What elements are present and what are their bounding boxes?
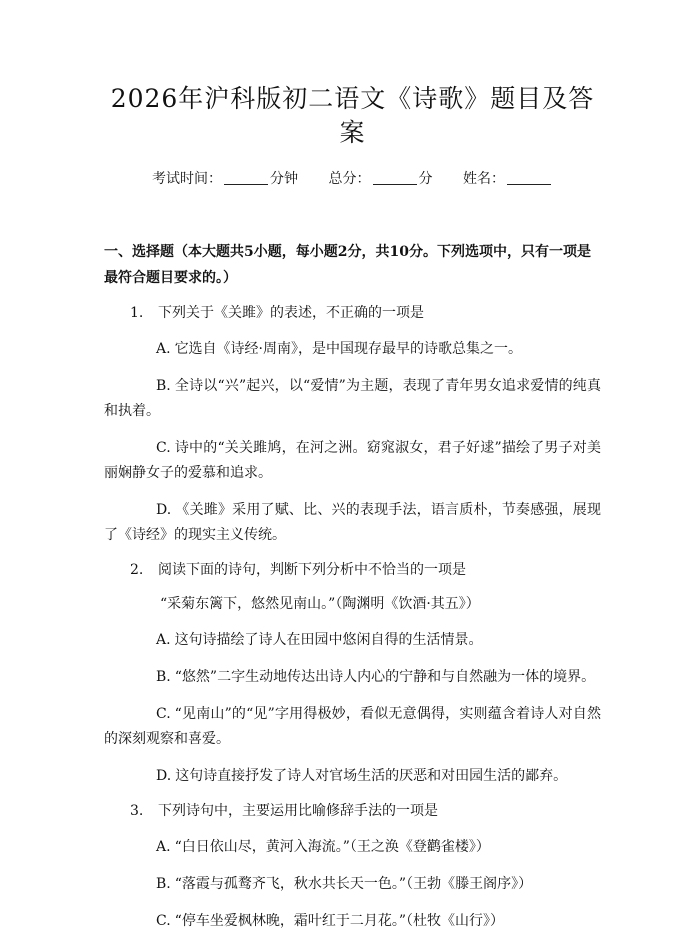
time-unit: 分钟 [270, 171, 299, 187]
option-text: 这句诗描绘了诗人在田园中悠闲自得的生活情景。 [174, 632, 483, 648]
option-text: “停车坐爱枫林晚，霜叶红于二月花。”（杜牧《山行》） [174, 913, 504, 929]
option-text: 诗中的“关关雎鸠，在河之洲。窈窕淑女，君子好逑”描绘了男子对美丽娴静女子的爱慕和追求。 [104, 440, 601, 481]
option-text: “悠然”二字生动地传达出诗人内心的宁静和与自然融为一体的境界。 [174, 669, 596, 685]
option-text: “白日依山尽，黄河入海流。”（王之涣《登鹳雀楼》） [174, 839, 490, 855]
name-blank [507, 170, 551, 185]
option-text: “见南山”的“见”字用得极妙，看似无意偶得，实则蕴含着诗人对自然的深刻观察和喜爱。 [104, 706, 601, 747]
option-letter: D. [156, 502, 172, 518]
question-2 [104, 558, 601, 789]
score-field [329, 169, 433, 189]
poem-quote: “采菊东篱下，悠然见南山。”（陶渊明《饮酒·其五》） [160, 596, 480, 612]
question-text: 下列关于《关雎》的表述，不正确的一项是 [158, 305, 424, 321]
option-letter: D. [156, 768, 172, 784]
option-b [104, 665, 601, 690]
option-c [104, 436, 601, 486]
page-title: 2026年沪科版初二语文《诗歌》题目及答案 [110, 84, 595, 147]
question-number: 1. [130, 305, 144, 321]
name-label: 姓名： [462, 171, 505, 187]
section-heading: 一、选择题（本大题共5小题，每小题2分，共10分。下列选项中，只有一项是最符合题目要求的。） [104, 244, 591, 286]
question-stem [104, 558, 601, 582]
question-number: 3. [130, 803, 144, 819]
exam-meta [104, 169, 601, 189]
option-a [104, 628, 601, 653]
option-letter: C. [156, 913, 171, 929]
option-b [104, 872, 601, 897]
option-text: 它选自《诗经·周南》，是中国现存最早的诗歌总集之一。 [174, 341, 523, 357]
option-text: “落霞与孤鹜齐飞，秋水共长天一色。”（王勃《滕王阁序》） [174, 876, 533, 892]
option-text: 《关雎》采用了赋、比、兴的表现手法，语言质朴，节奏感强，展现了《诗经》的现实主义传统。 [104, 502, 601, 543]
name-field [463, 169, 553, 189]
option-d [104, 498, 601, 548]
option-letter: B. [156, 378, 171, 394]
option-d [104, 764, 601, 789]
option-letter: A. [156, 632, 171, 648]
question-stem [104, 301, 601, 325]
option-letter: B. [156, 669, 171, 685]
option-c [104, 702, 601, 752]
question-number: 2. [130, 562, 144, 578]
option-text: 全诗以“兴”起兴，以“爱情”为主题，表现了青年男女追求爱情的纯真和执着。 [104, 378, 601, 419]
question-text: 阅读下面的诗句，判断下列分析中不恰当的一项是 [158, 562, 466, 578]
option-letter: B. [156, 876, 171, 892]
time-blank [224, 170, 268, 185]
score-label: 总分： [328, 171, 371, 187]
option-text: 这句诗直接抒发了诗人对官场生活的厌恶和对田园生活的鄙弃。 [175, 768, 568, 784]
score-blank [373, 170, 417, 185]
time-label: 考试时间： [152, 171, 223, 187]
question-text: 下列诗句中，主要运用比喻修辞手法的一项是 [158, 803, 438, 819]
question-3 [104, 799, 601, 934]
option-letter: A. [156, 341, 171, 357]
question-1 [104, 301, 601, 548]
option-letter: C. [156, 440, 171, 456]
option-b [104, 374, 601, 424]
time-field [152, 169, 298, 189]
option-a [104, 337, 601, 362]
option-a [104, 835, 601, 860]
option-letter: C. [156, 706, 171, 722]
option-c [104, 909, 601, 934]
score-unit: 分 [418, 171, 433, 187]
option-letter: A. [156, 839, 171, 855]
question-stem [104, 799, 601, 823]
